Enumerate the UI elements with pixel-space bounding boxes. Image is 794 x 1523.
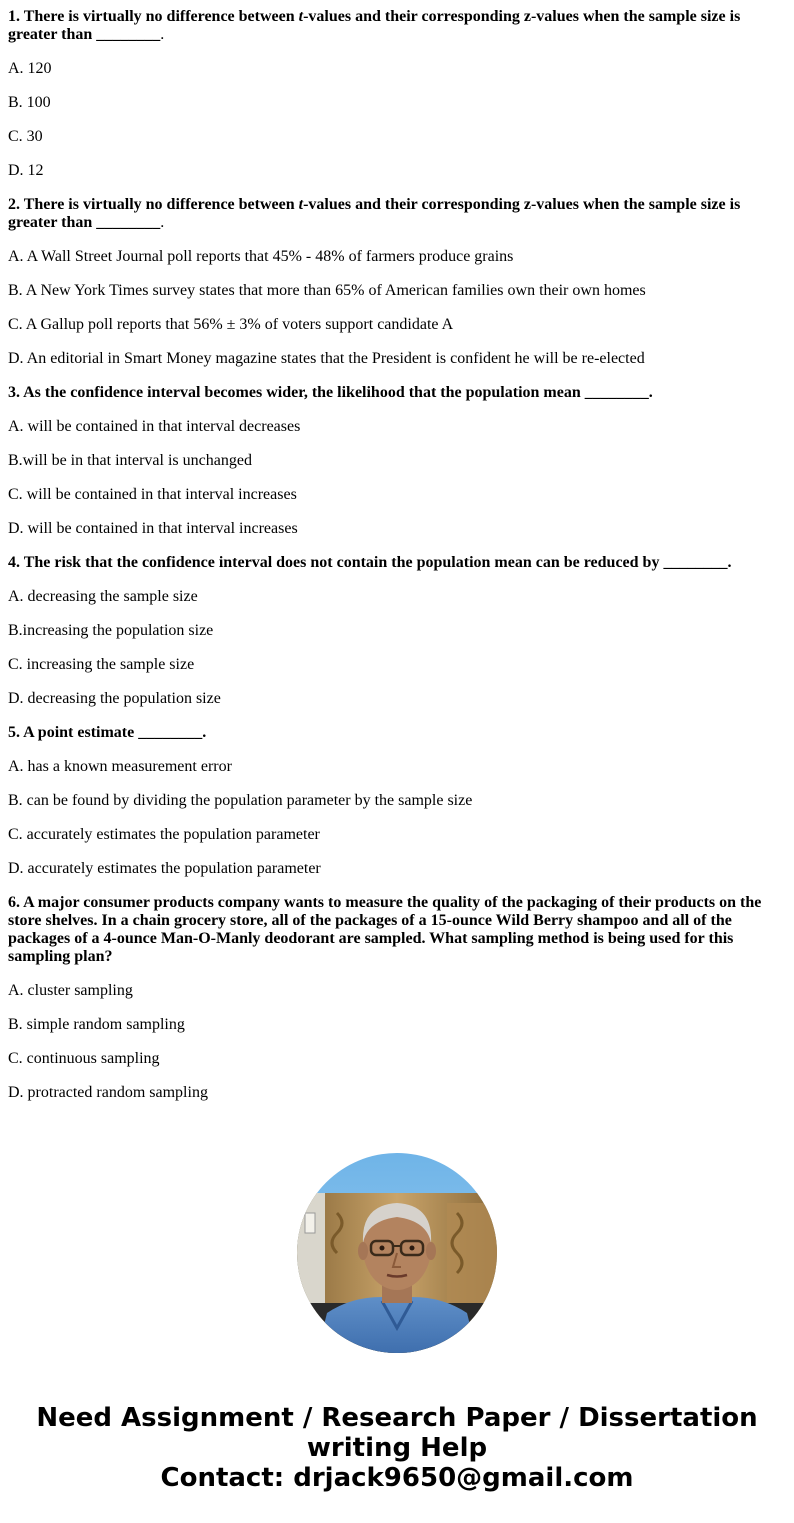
option-4c: C. increasing the sample size	[8, 656, 195, 673]
option-1d: D. 12	[8, 162, 44, 179]
question-text: As the confidence interval becomes wider, the likelihood that the population mean ________.	[23, 384, 653, 401]
option-5b: B. can be found by dividing the population parameter by the sample size	[8, 792, 473, 809]
option-2d: D. An editorial in Smart Money magazine states that the President is confident he will be re-elected	[8, 350, 645, 367]
question-4	[8, 554, 778, 572]
question-2	[8, 196, 778, 232]
option-4a: A. decreasing the sample size	[8, 588, 198, 605]
footer-line-1: Need Assignment / Research Paper / Dissertation	[36, 1403, 758, 1433]
question-text: -values and their corresponding z-values when the sample size is greater than ________	[8, 8, 741, 43]
portrait-photo	[297, 1153, 497, 1353]
option-3d: D. will be contained in that interval increases	[8, 520, 298, 537]
question-1	[8, 8, 778, 44]
question-text: There is virtually no difference between	[23, 8, 299, 25]
question-italic: t	[298, 8, 304, 25]
option-2b: B. A New York Times survey states that more than 65% of American families own their own homes	[8, 282, 646, 299]
question-tail: .	[160, 214, 165, 231]
option-6c: C. continuous sampling	[8, 1050, 160, 1067]
question-number: 5.	[8, 724, 20, 741]
option-6a: A. cluster sampling	[8, 982, 133, 999]
question-number: 4.	[8, 554, 20, 571]
question-text: -values and their corresponding z-values when the sample size is greater than ________	[8, 196, 741, 231]
option-5a: A. has a known measurement error	[8, 758, 232, 775]
option-1c: C. 30	[8, 128, 43, 145]
question-tail: .	[160, 26, 165, 43]
question-number: 3.	[8, 384, 20, 401]
option-1a: A. 120	[8, 60, 52, 77]
option-3a: A. will be contained in that interval decreases	[8, 418, 301, 435]
quiz-content	[8, 0, 778, 1102]
option-4d: D. decreasing the population size	[8, 690, 221, 707]
avatar	[297, 1153, 497, 1353]
option-5d: D. accurately estimates the population parameter	[8, 860, 321, 877]
question-number: 2.	[8, 196, 20, 213]
question-3	[8, 384, 778, 402]
question-text: There is virtually no difference between	[23, 196, 299, 213]
option-2a: A. A Wall Street Journal poll reports that 45% - 48% of farmers produce grains	[8, 248, 514, 265]
footer-line-2: writing Help	[306, 1433, 488, 1463]
question-text: A major consumer products company wants to measure the quality of the packaging of their products on the store shelves. In a chain grocery store, all of the packages of a 15-ounce Wild Berry shampoo and all of the packages of a 4-ounce Man-O-Manly deodorant are sampled. What sampling method is being used for this sampling plan?	[8, 894, 762, 965]
option-6b: B. simple random sampling	[8, 1016, 185, 1033]
question-5	[8, 724, 778, 742]
question-6	[8, 894, 778, 966]
question-italic: t	[298, 196, 304, 213]
option-4b: B.increasing the population size	[8, 622, 214, 639]
contact-footer	[0, 1403, 794, 1493]
option-6d: D. protracted random sampling	[8, 1084, 208, 1101]
question-number: 1.	[8, 8, 20, 25]
option-3c: C. will be contained in that interval increases	[8, 486, 297, 503]
option-5c: C. accurately estimates the population parameter	[8, 826, 320, 843]
question-number: 6.	[8, 894, 20, 911]
question-text: The risk that the confidence interval does not contain the population mean can be reduced by ________.	[23, 554, 732, 571]
footer-contact: Contact: drjack9650@gmail.com	[160, 1463, 634, 1493]
option-2c: C. A Gallup poll reports that 56% ± 3% of voters support candidate A	[8, 316, 454, 333]
question-text: A point estimate ________.	[23, 724, 207, 741]
option-3b: B.will be in that interval is unchanged	[8, 452, 252, 469]
option-1b: B. 100	[8, 94, 51, 111]
